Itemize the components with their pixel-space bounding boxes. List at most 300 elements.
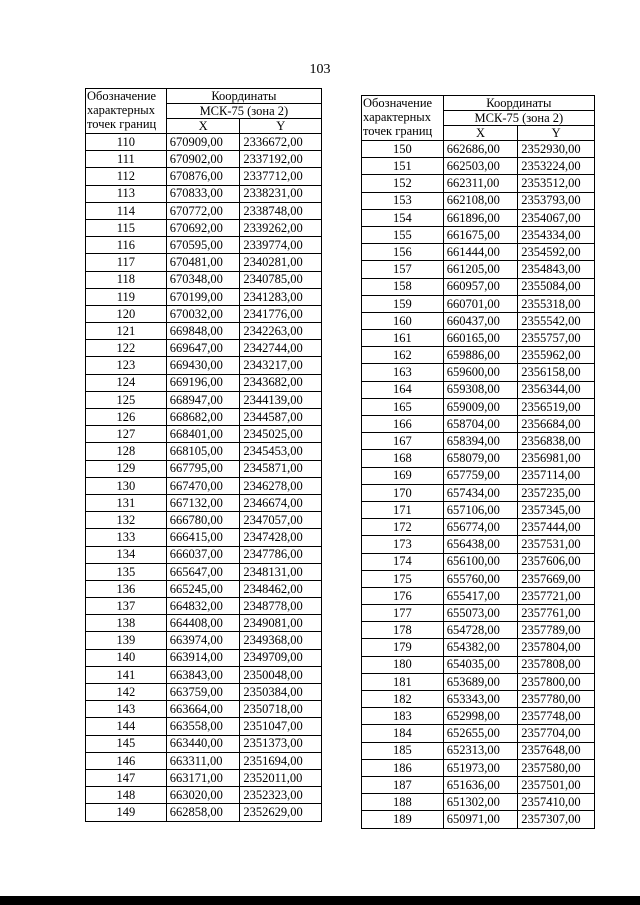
table-row bbox=[362, 244, 595, 261]
table-row bbox=[86, 615, 322, 632]
y-coordinate-cell: 2347057,00 bbox=[240, 512, 322, 529]
coordinate-system-header: МСК-75 (зона 2) bbox=[166, 104, 321, 119]
y-coordinate-cell: 2351047,00 bbox=[240, 718, 322, 735]
x-coordinate-cell: 663664,00 bbox=[166, 701, 240, 718]
x-coordinate-cell: 656438,00 bbox=[443, 536, 518, 553]
y-coordinate-cell: 2349368,00 bbox=[240, 632, 322, 649]
table-row bbox=[86, 512, 322, 529]
y-coordinate-cell: 2344587,00 bbox=[240, 409, 322, 426]
table-row bbox=[362, 622, 595, 639]
x-coordinate-cell: 651636,00 bbox=[443, 776, 518, 793]
y-coordinate-cell: 2341776,00 bbox=[240, 305, 322, 322]
x-coordinate-cell: 658704,00 bbox=[443, 416, 518, 433]
y-coordinate-cell: 2357580,00 bbox=[518, 759, 595, 776]
table-row bbox=[86, 237, 322, 254]
y-coordinate-cell: 2355318,00 bbox=[518, 295, 595, 312]
y-coordinate-cell: 2341283,00 bbox=[240, 288, 322, 305]
y-coordinate-cell: 2353512,00 bbox=[518, 175, 595, 192]
point-id-cell: 125 bbox=[86, 391, 167, 408]
table-row bbox=[362, 261, 595, 278]
point-id-cell: 165 bbox=[362, 398, 444, 415]
table-row bbox=[86, 185, 322, 202]
x-coordinate-cell: 670595,00 bbox=[166, 237, 240, 254]
y-coordinate-cell: 2352011,00 bbox=[240, 769, 322, 786]
y-coordinate-cell: 2356981,00 bbox=[518, 450, 595, 467]
table-row bbox=[362, 673, 595, 690]
x-coordinate-cell: 652655,00 bbox=[443, 725, 518, 742]
table-row bbox=[86, 305, 322, 322]
point-id-cell: 181 bbox=[362, 673, 444, 690]
table-row bbox=[86, 374, 322, 391]
x-coordinate-cell: 670833,00 bbox=[166, 185, 240, 202]
x-coordinate-cell: 663759,00 bbox=[166, 684, 240, 701]
y-coordinate-cell: 2336672,00 bbox=[240, 134, 322, 151]
point-id-cell: 174 bbox=[362, 553, 444, 570]
table-row bbox=[362, 381, 595, 398]
table-row bbox=[86, 357, 322, 374]
y-coordinate-cell: 2337192,00 bbox=[240, 151, 322, 168]
y-coordinate-cell: 2348131,00 bbox=[240, 563, 322, 580]
table-row bbox=[362, 433, 595, 450]
y-coordinate-cell: 2352629,00 bbox=[240, 804, 322, 821]
table-row bbox=[362, 141, 595, 158]
y-coordinate-cell: 2353224,00 bbox=[518, 158, 595, 175]
table-row bbox=[86, 632, 322, 649]
x-coordinate-cell: 666780,00 bbox=[166, 512, 240, 529]
point-id-cell: 139 bbox=[86, 632, 167, 649]
y-column-header: Y bbox=[518, 126, 595, 141]
scan-bottom-border bbox=[0, 896, 640, 905]
point-id-cell: 124 bbox=[86, 374, 167, 391]
table-row bbox=[86, 580, 322, 597]
x-coordinate-cell: 663974,00 bbox=[166, 632, 240, 649]
point-id-cell: 167 bbox=[362, 433, 444, 450]
x-coordinate-cell: 660437,00 bbox=[443, 312, 518, 329]
point-id-cell: 153 bbox=[362, 192, 444, 209]
point-id-cell: 146 bbox=[86, 752, 167, 769]
x-coordinate-cell: 661444,00 bbox=[443, 244, 518, 261]
table-row bbox=[362, 312, 595, 329]
point-id-cell: 110 bbox=[86, 134, 167, 151]
table-row bbox=[362, 587, 595, 604]
point-id-cell: 158 bbox=[362, 278, 444, 295]
table-row bbox=[86, 202, 322, 219]
point-id-cell: 144 bbox=[86, 718, 167, 735]
y-coordinate-cell: 2355542,00 bbox=[518, 312, 595, 329]
table-row bbox=[86, 323, 322, 340]
point-id-cell: 188 bbox=[362, 794, 444, 811]
point-id-cell: 128 bbox=[86, 443, 167, 460]
x-coordinate-cell: 657434,00 bbox=[443, 484, 518, 501]
y-coordinate-cell: 2342263,00 bbox=[240, 323, 322, 340]
point-id-cell: 173 bbox=[362, 536, 444, 553]
y-coordinate-cell: 2357501,00 bbox=[518, 776, 595, 793]
table-row bbox=[86, 494, 322, 511]
table-row bbox=[86, 701, 322, 718]
x-coordinate-cell: 655073,00 bbox=[443, 605, 518, 622]
table-row bbox=[362, 811, 595, 828]
table-row bbox=[86, 219, 322, 236]
x-coordinate-cell: 662858,00 bbox=[166, 804, 240, 821]
table-row bbox=[362, 501, 595, 518]
point-id-cell: 150 bbox=[362, 141, 444, 158]
x-coordinate-cell: 668682,00 bbox=[166, 409, 240, 426]
point-id-cell: 113 bbox=[86, 185, 167, 202]
point-id-cell: 133 bbox=[86, 529, 167, 546]
x-coordinate-cell: 656100,00 bbox=[443, 553, 518, 570]
point-id-cell: 122 bbox=[86, 340, 167, 357]
x-coordinate-cell: 668947,00 bbox=[166, 391, 240, 408]
y-coordinate-cell: 2350384,00 bbox=[240, 684, 322, 701]
x-coordinate-cell: 665245,00 bbox=[166, 580, 240, 597]
y-coordinate-cell: 2338231,00 bbox=[240, 185, 322, 202]
y-coordinate-cell: 2347786,00 bbox=[240, 546, 322, 563]
point-id-cell: 121 bbox=[86, 323, 167, 340]
y-coordinate-cell: 2357780,00 bbox=[518, 691, 595, 708]
x-coordinate-cell: 661675,00 bbox=[443, 226, 518, 243]
point-id-cell: 154 bbox=[362, 209, 444, 226]
y-coordinate-cell: 2351694,00 bbox=[240, 752, 322, 769]
y-coordinate-cell: 2338748,00 bbox=[240, 202, 322, 219]
x-coordinate-cell: 661205,00 bbox=[443, 261, 518, 278]
table-row bbox=[86, 718, 322, 735]
x-coordinate-cell: 663558,00 bbox=[166, 718, 240, 735]
x-coordinate-cell: 670909,00 bbox=[166, 134, 240, 151]
point-id-cell: 160 bbox=[362, 312, 444, 329]
y-coordinate-cell: 2345025,00 bbox=[240, 426, 322, 443]
point-id-cell: 168 bbox=[362, 450, 444, 467]
table-row bbox=[362, 794, 595, 811]
table-row bbox=[86, 409, 322, 426]
point-id-cell: 184 bbox=[362, 725, 444, 742]
x-coordinate-cell: 670199,00 bbox=[166, 288, 240, 305]
table-row bbox=[86, 340, 322, 357]
y-coordinate-cell: 2356519,00 bbox=[518, 398, 595, 415]
x-coordinate-cell: 660701,00 bbox=[443, 295, 518, 312]
x-coordinate-cell: 663171,00 bbox=[166, 769, 240, 786]
x-coordinate-cell: 659600,00 bbox=[443, 364, 518, 381]
table-row bbox=[362, 725, 595, 742]
point-id-cell: 157 bbox=[362, 261, 444, 278]
table-row bbox=[86, 546, 322, 563]
table-row bbox=[362, 364, 595, 381]
y-coordinate-cell: 2357721,00 bbox=[518, 587, 595, 604]
table-row bbox=[86, 134, 322, 151]
point-id-cell: 131 bbox=[86, 494, 167, 511]
x-coordinate-cell: 659308,00 bbox=[443, 381, 518, 398]
x-coordinate-cell: 658079,00 bbox=[443, 450, 518, 467]
x-coordinate-cell: 666415,00 bbox=[166, 529, 240, 546]
point-id-cell: 120 bbox=[86, 305, 167, 322]
point-id-cell: 134 bbox=[86, 546, 167, 563]
y-coordinate-cell: 2352323,00 bbox=[240, 787, 322, 804]
x-coordinate-cell: 670348,00 bbox=[166, 271, 240, 288]
point-id-cell: 152 bbox=[362, 175, 444, 192]
table-row bbox=[362, 759, 595, 776]
x-coordinate-cell: 654728,00 bbox=[443, 622, 518, 639]
coordinates-table-left bbox=[85, 88, 322, 822]
point-id-cell: 189 bbox=[362, 811, 444, 828]
point-id-cell: 172 bbox=[362, 519, 444, 536]
y-coordinate-cell: 2355757,00 bbox=[518, 330, 595, 347]
point-id-cell: 130 bbox=[86, 477, 167, 494]
table-row bbox=[362, 570, 595, 587]
y-coordinate-cell: 2356344,00 bbox=[518, 381, 595, 398]
table-row bbox=[362, 656, 595, 673]
point-id-cell: 171 bbox=[362, 501, 444, 518]
point-id-cell: 180 bbox=[362, 656, 444, 673]
y-coordinate-cell: 2357808,00 bbox=[518, 656, 595, 673]
y-coordinate-cell: 2346674,00 bbox=[240, 494, 322, 511]
point-id-cell: 179 bbox=[362, 639, 444, 656]
x-coordinate-cell: 654035,00 bbox=[443, 656, 518, 673]
y-coordinate-cell: 2349709,00 bbox=[240, 649, 322, 666]
x-coordinate-cell: 662311,00 bbox=[443, 175, 518, 192]
table-row bbox=[362, 450, 595, 467]
point-id-cell: 142 bbox=[86, 684, 167, 701]
point-id-cell: 156 bbox=[362, 244, 444, 261]
point-id-cell: 140 bbox=[86, 649, 167, 666]
point-id-cell: 132 bbox=[86, 512, 167, 529]
x-coordinate-cell: 663914,00 bbox=[166, 649, 240, 666]
designation-header: Обозначение характерных точек границ bbox=[362, 96, 444, 141]
table-row bbox=[362, 691, 595, 708]
x-coordinate-cell: 657106,00 bbox=[443, 501, 518, 518]
point-id-cell: 138 bbox=[86, 615, 167, 632]
point-id-cell: 161 bbox=[362, 330, 444, 347]
point-id-cell: 149 bbox=[86, 804, 167, 821]
y-coordinate-cell: 2357789,00 bbox=[518, 622, 595, 639]
y-coordinate-cell: 2347428,00 bbox=[240, 529, 322, 546]
x-coordinate-cell: 663020,00 bbox=[166, 787, 240, 804]
table-row bbox=[362, 519, 595, 536]
y-coordinate-cell: 2340785,00 bbox=[240, 271, 322, 288]
point-id-cell: 151 bbox=[362, 158, 444, 175]
y-coordinate-cell: 2353793,00 bbox=[518, 192, 595, 209]
y-coordinate-cell: 2357704,00 bbox=[518, 725, 595, 742]
table-row bbox=[362, 708, 595, 725]
y-coordinate-cell: 2340281,00 bbox=[240, 254, 322, 271]
point-id-cell: 164 bbox=[362, 381, 444, 398]
y-coordinate-cell: 2357606,00 bbox=[518, 553, 595, 570]
y-coordinate-cell: 2349081,00 bbox=[240, 615, 322, 632]
y-coordinate-cell: 2357235,00 bbox=[518, 484, 595, 501]
x-coordinate-cell: 669647,00 bbox=[166, 340, 240, 357]
x-coordinate-cell: 657759,00 bbox=[443, 467, 518, 484]
point-id-cell: 115 bbox=[86, 219, 167, 236]
table-row bbox=[362, 742, 595, 759]
point-id-cell: 186 bbox=[362, 759, 444, 776]
point-id-cell: 147 bbox=[86, 769, 167, 786]
y-coordinate-cell: 2357800,00 bbox=[518, 673, 595, 690]
table-row bbox=[362, 209, 595, 226]
table-row bbox=[362, 776, 595, 793]
x-coordinate-cell: 654382,00 bbox=[443, 639, 518, 656]
table-row bbox=[362, 175, 595, 192]
y-coordinate-cell: 2357804,00 bbox=[518, 639, 595, 656]
x-coordinate-cell: 670772,00 bbox=[166, 202, 240, 219]
point-id-cell: 182 bbox=[362, 691, 444, 708]
coordinates-header: Координаты bbox=[166, 89, 321, 104]
table-row bbox=[86, 254, 322, 271]
y-coordinate-cell: 2344139,00 bbox=[240, 391, 322, 408]
y-coordinate-cell: 2348778,00 bbox=[240, 598, 322, 615]
table-row bbox=[362, 278, 595, 295]
coordinate-system-header: МСК-75 (зона 2) bbox=[443, 111, 594, 126]
point-id-cell: 126 bbox=[86, 409, 167, 426]
table-row bbox=[362, 158, 595, 175]
table-row bbox=[362, 467, 595, 484]
x-coordinate-cell: 652998,00 bbox=[443, 708, 518, 725]
x-coordinate-cell: 669430,00 bbox=[166, 357, 240, 374]
y-coordinate-cell: 2339262,00 bbox=[240, 219, 322, 236]
x-coordinate-cell: 662108,00 bbox=[443, 192, 518, 209]
x-coordinate-cell: 664832,00 bbox=[166, 598, 240, 615]
y-coordinate-cell: 2356838,00 bbox=[518, 433, 595, 450]
point-id-cell: 178 bbox=[362, 622, 444, 639]
x-coordinate-cell: 669848,00 bbox=[166, 323, 240, 340]
y-coordinate-cell: 2354334,00 bbox=[518, 226, 595, 243]
x-coordinate-cell: 651973,00 bbox=[443, 759, 518, 776]
y-coordinate-cell: 2357444,00 bbox=[518, 519, 595, 536]
x-coordinate-cell: 656774,00 bbox=[443, 519, 518, 536]
table-row bbox=[362, 416, 595, 433]
point-id-cell: 185 bbox=[362, 742, 444, 759]
point-id-cell: 183 bbox=[362, 708, 444, 725]
point-id-cell: 155 bbox=[362, 226, 444, 243]
x-coordinate-cell: 670481,00 bbox=[166, 254, 240, 271]
point-id-cell: 114 bbox=[86, 202, 167, 219]
x-coordinate-cell: 658394,00 bbox=[443, 433, 518, 450]
y-coordinate-cell: 2356684,00 bbox=[518, 416, 595, 433]
point-id-cell: 143 bbox=[86, 701, 167, 718]
x-coordinate-cell: 664408,00 bbox=[166, 615, 240, 632]
x-coordinate-cell: 650971,00 bbox=[443, 811, 518, 828]
y-coordinate-cell: 2342744,00 bbox=[240, 340, 322, 357]
table-row bbox=[86, 735, 322, 752]
x-coordinate-cell: 667132,00 bbox=[166, 494, 240, 511]
x-coordinate-cell: 670692,00 bbox=[166, 219, 240, 236]
y-coordinate-cell: 2337712,00 bbox=[240, 168, 322, 185]
point-id-cell: 116 bbox=[86, 237, 167, 254]
table-row bbox=[362, 553, 595, 570]
x-coordinate-cell: 663440,00 bbox=[166, 735, 240, 752]
point-id-cell: 169 bbox=[362, 467, 444, 484]
y-coordinate-cell: 2357531,00 bbox=[518, 536, 595, 553]
y-coordinate-cell: 2357748,00 bbox=[518, 708, 595, 725]
y-coordinate-cell: 2354592,00 bbox=[518, 244, 595, 261]
y-coordinate-cell: 2355962,00 bbox=[518, 347, 595, 364]
table-row bbox=[86, 168, 322, 185]
x-coordinate-cell: 651302,00 bbox=[443, 794, 518, 811]
y-coordinate-cell: 2352930,00 bbox=[518, 141, 595, 158]
table-row bbox=[362, 484, 595, 501]
y-coordinate-cell: 2351373,00 bbox=[240, 735, 322, 752]
table-row bbox=[362, 398, 595, 415]
table-row bbox=[86, 563, 322, 580]
y-coordinate-cell: 2357410,00 bbox=[518, 794, 595, 811]
table-row bbox=[86, 787, 322, 804]
y-coordinate-cell: 2357648,00 bbox=[518, 742, 595, 759]
x-coordinate-cell: 662503,00 bbox=[443, 158, 518, 175]
page-number: 103 bbox=[309, 62, 331, 77]
table-row bbox=[362, 347, 595, 364]
table-row bbox=[362, 330, 595, 347]
x-coordinate-cell: 660165,00 bbox=[443, 330, 518, 347]
table-row bbox=[86, 426, 322, 443]
x-column-header: X bbox=[166, 119, 240, 134]
x-coordinate-cell: 670032,00 bbox=[166, 305, 240, 322]
table-row bbox=[86, 666, 322, 683]
table-row bbox=[86, 443, 322, 460]
x-coordinate-cell: 655760,00 bbox=[443, 570, 518, 587]
y-column-header: Y bbox=[240, 119, 322, 134]
point-id-cell: 170 bbox=[362, 484, 444, 501]
point-id-cell: 141 bbox=[86, 666, 167, 683]
x-coordinate-cell: 669196,00 bbox=[166, 374, 240, 391]
x-coordinate-cell: 659009,00 bbox=[443, 398, 518, 415]
x-coordinate-cell: 661896,00 bbox=[443, 209, 518, 226]
table-row bbox=[86, 391, 322, 408]
point-id-cell: 148 bbox=[86, 787, 167, 804]
x-coordinate-cell: 668105,00 bbox=[166, 443, 240, 460]
point-id-cell: 127 bbox=[86, 426, 167, 443]
y-coordinate-cell: 2357345,00 bbox=[518, 501, 595, 518]
table-row bbox=[86, 529, 322, 546]
table-row bbox=[86, 752, 322, 769]
x-coordinate-cell: 652313,00 bbox=[443, 742, 518, 759]
point-id-cell: 129 bbox=[86, 460, 167, 477]
table-row bbox=[362, 639, 595, 656]
y-coordinate-cell: 2356158,00 bbox=[518, 364, 595, 381]
y-coordinate-cell: 2348462,00 bbox=[240, 580, 322, 597]
point-id-cell: 135 bbox=[86, 563, 167, 580]
table-row bbox=[362, 605, 595, 622]
y-coordinate-cell: 2343682,00 bbox=[240, 374, 322, 391]
point-id-cell: 163 bbox=[362, 364, 444, 381]
table-row bbox=[362, 295, 595, 312]
point-id-cell: 123 bbox=[86, 357, 167, 374]
point-id-cell: 159 bbox=[362, 295, 444, 312]
point-id-cell: 112 bbox=[86, 168, 167, 185]
table-row bbox=[86, 649, 322, 666]
table-row bbox=[86, 477, 322, 494]
y-coordinate-cell: 2354843,00 bbox=[518, 261, 595, 278]
x-coordinate-cell: 660957,00 bbox=[443, 278, 518, 295]
table-row bbox=[86, 684, 322, 701]
point-id-cell: 166 bbox=[362, 416, 444, 433]
point-id-cell: 176 bbox=[362, 587, 444, 604]
x-coordinate-cell: 668401,00 bbox=[166, 426, 240, 443]
x-coordinate-cell: 670876,00 bbox=[166, 168, 240, 185]
table-row bbox=[86, 460, 322, 477]
table-row bbox=[86, 271, 322, 288]
point-id-cell: 137 bbox=[86, 598, 167, 615]
y-coordinate-cell: 2350718,00 bbox=[240, 701, 322, 718]
y-coordinate-cell: 2345453,00 bbox=[240, 443, 322, 460]
table-row bbox=[362, 192, 595, 209]
y-coordinate-cell: 2345871,00 bbox=[240, 460, 322, 477]
point-id-cell: 162 bbox=[362, 347, 444, 364]
x-coordinate-cell: 662686,00 bbox=[443, 141, 518, 158]
coordinates-header: Координаты bbox=[443, 96, 594, 111]
y-coordinate-cell: 2339774,00 bbox=[240, 237, 322, 254]
x-column-header: X bbox=[443, 126, 518, 141]
x-coordinate-cell: 666037,00 bbox=[166, 546, 240, 563]
point-id-cell: 145 bbox=[86, 735, 167, 752]
point-id-cell: 119 bbox=[86, 288, 167, 305]
point-id-cell: 136 bbox=[86, 580, 167, 597]
